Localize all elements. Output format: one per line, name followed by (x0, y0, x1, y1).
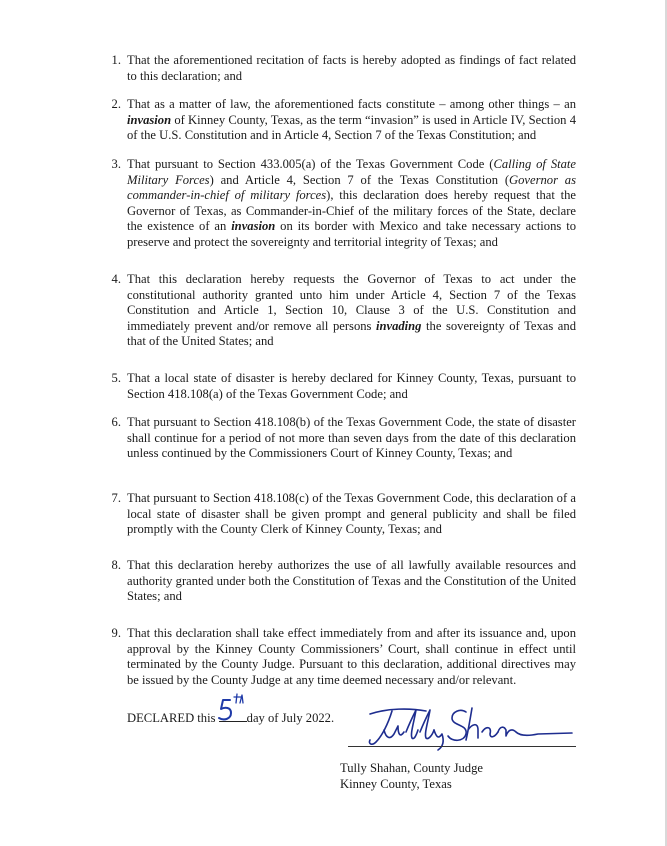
item-number: 6. (111, 415, 121, 429)
declared-suffix: day of July 2022. (246, 711, 335, 725)
day-blank (219, 708, 247, 722)
text-run: That this declaration hereby authorizes the use of all lawfully available resources and authority granted under both the Constitution of Texas and the Constitution of the United States; and (127, 558, 576, 603)
declared-line (127, 708, 334, 726)
emphasis-bold-italic: invasion (127, 112, 172, 127)
item-number: 5. (111, 371, 121, 385)
item-number: 2. (111, 97, 121, 111)
item-text (127, 272, 576, 350)
text-run: on its border with Mexico and take necessary actions to preserve and protect the sovereignty and territorial integrity of Texas; and (127, 219, 576, 249)
item-text (127, 558, 576, 605)
item-text (127, 371, 576, 402)
handwritten-day-5th (217, 694, 251, 724)
text-run: That pursuant to Section 418.108(b) of the Texas Government Code, the state of disaster shall continue for a period of not more than seven days from the date of this declaration unless continued by the Commissioners Court of Kinney County, Texas; and (127, 415, 576, 460)
text-run: That the aforementioned recitation of facts is hereby adopted as findings of fact related to this declaration; and (127, 53, 576, 83)
item-number: 9. (111, 626, 121, 640)
item-text (127, 626, 576, 688)
text-run: That this declaration shall take effect immediately from and after its issuance and, upon approval by the Kinney County Commissioners’ Court, shall continue in effect until terminated by the County Judge. Pursuant to this declaration, additional directives may be issued by the County Judge at any time deemed necessary and/or relevant. (127, 626, 576, 687)
emphasis-bold-italic: invading (375, 318, 422, 333)
item-number: 3. (111, 157, 121, 171)
signatory-block (340, 760, 483, 792)
declared-prefix: DECLARED this (127, 711, 219, 725)
signatory-county: Kinney County, Texas (340, 777, 452, 791)
emphasis-bold-italic: invasion (231, 219, 276, 233)
emphasis-italic: Calling of State Military Forces (127, 157, 577, 187)
text-run: ), this declaration does hereby request that the Governor of Texas, as Commander-in-Chief of the military forces of the State, declare the existence of an (127, 188, 576, 233)
signature-scribble (348, 700, 578, 752)
text-run: That a local state of disaster is hereby declared for Kinney County, Texas, pursuant to Section 418.108(a) of the Texas Government Code; and (127, 371, 576, 401)
text-run: That as a matter of law, the aforementioned facts constitute – among other things – an (127, 97, 576, 111)
text-run: That pursuant to Section 418.108(c) of the Texas Government Code, this declaration of a local state of disaster shall be given prompt and general publicity and shall be filed promptly with the County Clerk of Kinney County, Texas; and (127, 491, 576, 536)
item-number: 8. (111, 558, 121, 572)
item-text (127, 157, 576, 250)
signature-line (348, 746, 576, 747)
text-run: That pursuant to Section 433.005(a) of the Texas Government Code ( (127, 157, 494, 171)
item-text (127, 53, 576, 84)
item-number: 1. (111, 53, 121, 67)
item-text (127, 97, 576, 144)
item-number: 7. (111, 491, 121, 505)
item-text (127, 491, 576, 538)
text-run: of Kinney County, Texas, as the term “invasion” is used in Article IV, Section 4 of the U.S. Constitution and in Article 4, Section 7 of the Texas Constitution; and (127, 112, 576, 142)
text-run: That this declaration hereby requests the Governor of Texas to act under the constitutional authority granted unto him under Article 4, Section 7 of the Texas Constitution and Article 1, Section 10, Clause 3 of the U.S. Constitution and immediately prevent and/or remove all persons (127, 272, 576, 333)
text-run: the sovereignty of Texas and that of the United States; and (127, 318, 576, 348)
signatory-name-title: Tully Shahan, County Judge (340, 761, 483, 775)
item-text (127, 415, 576, 462)
text-run: ) and Article 4, Section 7 of the Texas Constitution ( (209, 172, 510, 187)
emphasis-italic: Governor as commander-in-chief of military forces (127, 172, 576, 202)
item-number: 4. (111, 272, 121, 286)
